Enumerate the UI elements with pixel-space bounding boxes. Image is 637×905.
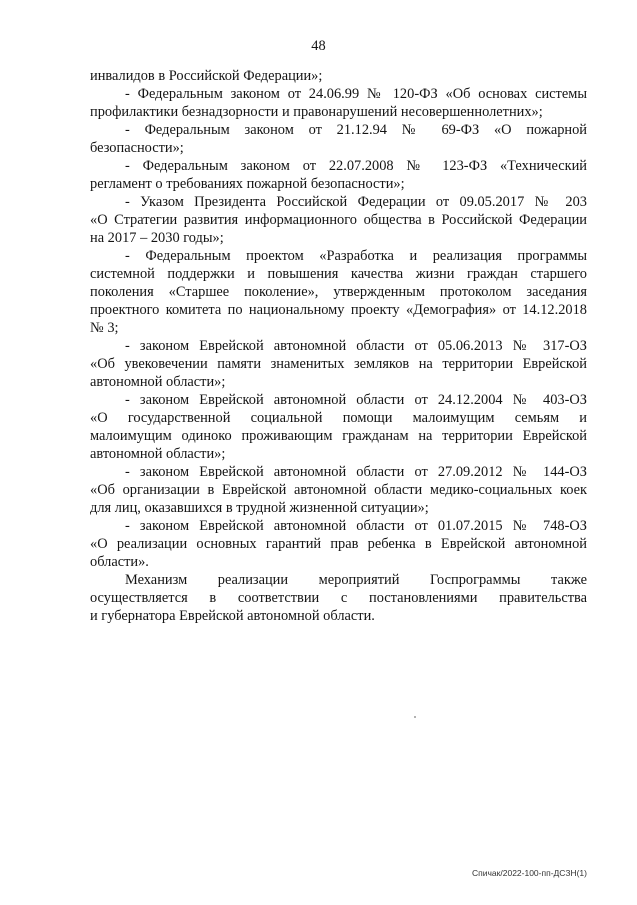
text-line: для лиц, оказавшихся в трудной жизненной ситуации»; (90, 500, 429, 516)
text-line: «О государственной социальной помощи малоимущим семьям и (90, 410, 587, 426)
text-line: «О реализации основных гарантий прав ребенка в Еврейской автономной (90, 536, 587, 552)
text-line: - Федеральным законом от 24.06.99 № 120-ФЗ «Об основах системы (125, 86, 587, 102)
text-line: и губернатора Еврейской автономной области. (90, 608, 375, 624)
text-line: регламент о требованиях пожарной безопасности»; (90, 176, 405, 192)
text-line: автономной области»; (90, 446, 226, 462)
text-line: безопасности»; (90, 140, 184, 156)
text-line: малоимущим одиноко проживающим гражданам на территории Еврейской (90, 428, 587, 444)
scan-speck (414, 716, 416, 718)
text-line: № 3; (90, 320, 119, 336)
text-line: инвалидов в Российской Федерации»; (90, 68, 323, 84)
text-line: проектного комитета по национальному проекту «Демография» от 14.12.2018 (90, 302, 587, 318)
text-line: - Федеральным законом от 21.12.94 № 69-ФЗ «О пожарной (125, 122, 587, 138)
text-line: «Об увековечении памяти знаменитых земляков на территории Еврейской (90, 356, 587, 372)
text-line: системной поддержки и повышения качества жизни граждан старшего (90, 266, 587, 282)
text-line: области». (90, 554, 149, 570)
text-line: «Об организации в Еврейской автономной области медико-социальных коек (90, 482, 587, 498)
text-line: «О Стратегии развития информационного общества в Российской Федерации (90, 212, 587, 228)
text-line: профилактики безнадзорности и правонарушений несовершеннолетних»; (90, 104, 543, 120)
text-line: осуществляется в соответствии с постановлениями правительства (90, 590, 587, 606)
text-line: Механизм реализации мероприятий Госпрограммы также (125, 572, 587, 588)
text-line: поколения «Старшее поколение», утвержденным протоколом заседания (90, 284, 587, 300)
text-line: - Указом Президента Российской Федерации от 09.05.2017 № 203 (125, 194, 587, 210)
text-line: - законом Еврейской автономной области от 24.12.2004 № 403-ОЗ (125, 392, 587, 408)
text-line: - законом Еврейской автономной области от 05.06.2013 № 317-ОЗ (125, 338, 587, 354)
text-line: автономной области»; (90, 374, 226, 390)
text-line: - законом Еврейской автономной области от 27.09.2012 № 144-ОЗ (125, 464, 587, 480)
text-line: - Федеральным проектом «Разработка и реализация программы (125, 248, 587, 264)
text-line: - Федеральным законом от 22.07.2008 № 123-ФЗ «Технический (125, 158, 587, 174)
text-line: на 2017 – 2030 годы»; (90, 230, 224, 246)
text-line: - законом Еврейской автономной области от 01.07.2015 № 748-ОЗ (125, 518, 587, 534)
page-number: 48 (311, 38, 326, 54)
footer-reference: Спичак/2022-100-пп-ДСЗН(1) (472, 868, 587, 878)
